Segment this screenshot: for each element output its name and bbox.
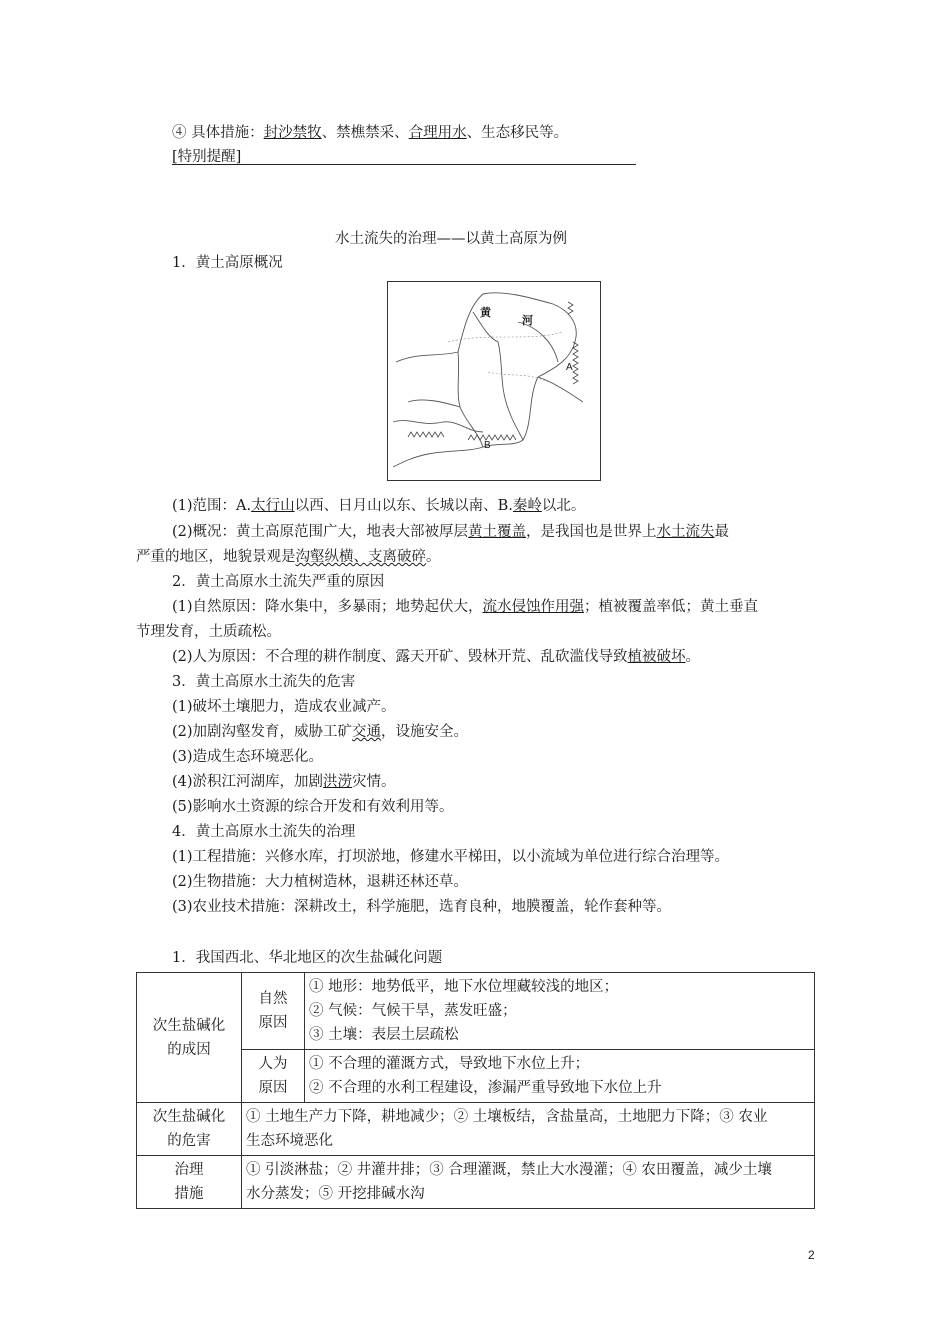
map-label-b: B — [484, 440, 491, 451]
harm-4: (4)淤积江河湖库，加剧洪涝灾情。 — [172, 774, 396, 790]
measure-agricultural: (3)农业技术措施：深耕改土，科学施肥，选育良种，地膜覆盖，轮作套种等。 — [172, 899, 672, 915]
table-row — [137, 1156, 815, 1209]
table-row — [137, 973, 815, 1050]
heading-3: 3．黄土高原水土流失的危害 — [172, 674, 356, 690]
measure-biological: (2)生物措施：大力植树造林，退耕还林还草。 — [172, 874, 469, 890]
harm-3: (3)造成生态环境恶化。 — [172, 749, 324, 765]
map-label-he: 河 — [522, 314, 533, 327]
measure-tail: 、生态移民等。 — [466, 125, 569, 141]
map-label-a: A — [566, 362, 573, 373]
harm-1: (1)破坏土壤肥力，造成农业减产。 — [172, 699, 396, 715]
harm-5: (5)影响水土资源的综合开发和有效利用等。 — [172, 799, 454, 815]
harm-2: (2)加剧沟壑发育，威胁工矿交通，设施安全。 — [172, 724, 469, 740]
measure-2: 合理用水 — [408, 125, 467, 141]
salinization-table — [136, 972, 815, 1209]
measures-line — [172, 121, 568, 142]
natural-items-cell: ① 地形：地势低平，地下水位埋藏较浅的地区； ② 气候：气候干旱，蒸发旺盛； ③ 土壤：表层土层疏松 — [305, 973, 815, 1050]
loess-plateau-map — [387, 281, 601, 481]
section-title: 水土流失的治理——以黄土高原为例 — [335, 231, 567, 247]
cause-label-cell: 次生盐碱化 的成因 — [137, 973, 242, 1103]
heading-4: 4．黄土高原水土流失的治理 — [172, 824, 356, 840]
overview-line-1: (2)概况：黄土高原范围广大，地表大部被厚层黄土覆盖，是我国也是世界上水土流失最 — [172, 524, 730, 540]
treatment-label-cell: 治理 措施 — [137, 1156, 242, 1209]
heading-1: 1．黄土高原概况 — [172, 255, 283, 271]
table-row — [137, 1103, 815, 1156]
page-number: 2 — [808, 1248, 815, 1262]
human-items-cell: ① 不合理的灌溉方式，导致地下水位上升； ② 不合理的水利工程建设，渗漏严重导致地下水位上升 — [305, 1050, 815, 1103]
heading-2: 2．黄土高原水土流失严重的原因 — [172, 574, 385, 590]
natural-cause-line-1: (1)自然原因：降水集中，多暴雨；地势起伏大，流水侵蚀作用强；植被覆盖率低；黄土垂直 — [172, 599, 759, 615]
map-label-huang: 黄 — [480, 306, 491, 319]
measure-engineering: (1)工程措施：兴修水库，打坝淤地，修建水平梯田，以小流域为单位进行综合治理等。 — [172, 849, 730, 865]
scope-paragraph: (1)范围：A.太行山以西、日月山以东、长城以南、B.秦岭以北。 — [172, 498, 586, 514]
treatment-text-cell: ① 引淡淋盐；② 井灌井排；③ 合理灌溉，禁止大水漫灌；④ 农田覆盖，减少土壤 水分蒸发；⑤ 开挖排碱水沟 — [242, 1156, 815, 1209]
natural-cause-line-2: 节理发育，土质疏松。 — [136, 624, 281, 640]
overview-line-2: 严重的地区，地貌景观是沟壑纵横、支离破碎。 — [136, 549, 441, 565]
harm-text-cell: ① 土地生产力下降，耕地减少；② 土壤板结，含盐量高，土地肥力下降；③ 农业 生态环境恶化 — [242, 1103, 815, 1156]
salinization-heading: 1．我国西北、华北地区的次生盐碱化问题 — [172, 950, 443, 966]
measure-1: 封沙禁牧 — [263, 125, 322, 141]
harm-label-cell: 次生盐碱化 的危害 — [137, 1103, 242, 1156]
tip-label: [特别提醒] — [172, 149, 242, 165]
human-label-cell: 人为 原因 — [242, 1050, 305, 1103]
natural-label-cell: 自然 原因 — [242, 973, 305, 1050]
human-cause: (2)人为原因：不合理的耕作制度、露天开矿、毁林开荒、乱砍滥伐导致植被破坏。 — [172, 649, 701, 665]
measure-sep: 、禁樵禁采、 — [321, 125, 409, 141]
map-drawing — [388, 282, 599, 479]
measures-prefix: ④ 具体措施： — [172, 125, 264, 141]
tip-rule — [172, 164, 636, 165]
